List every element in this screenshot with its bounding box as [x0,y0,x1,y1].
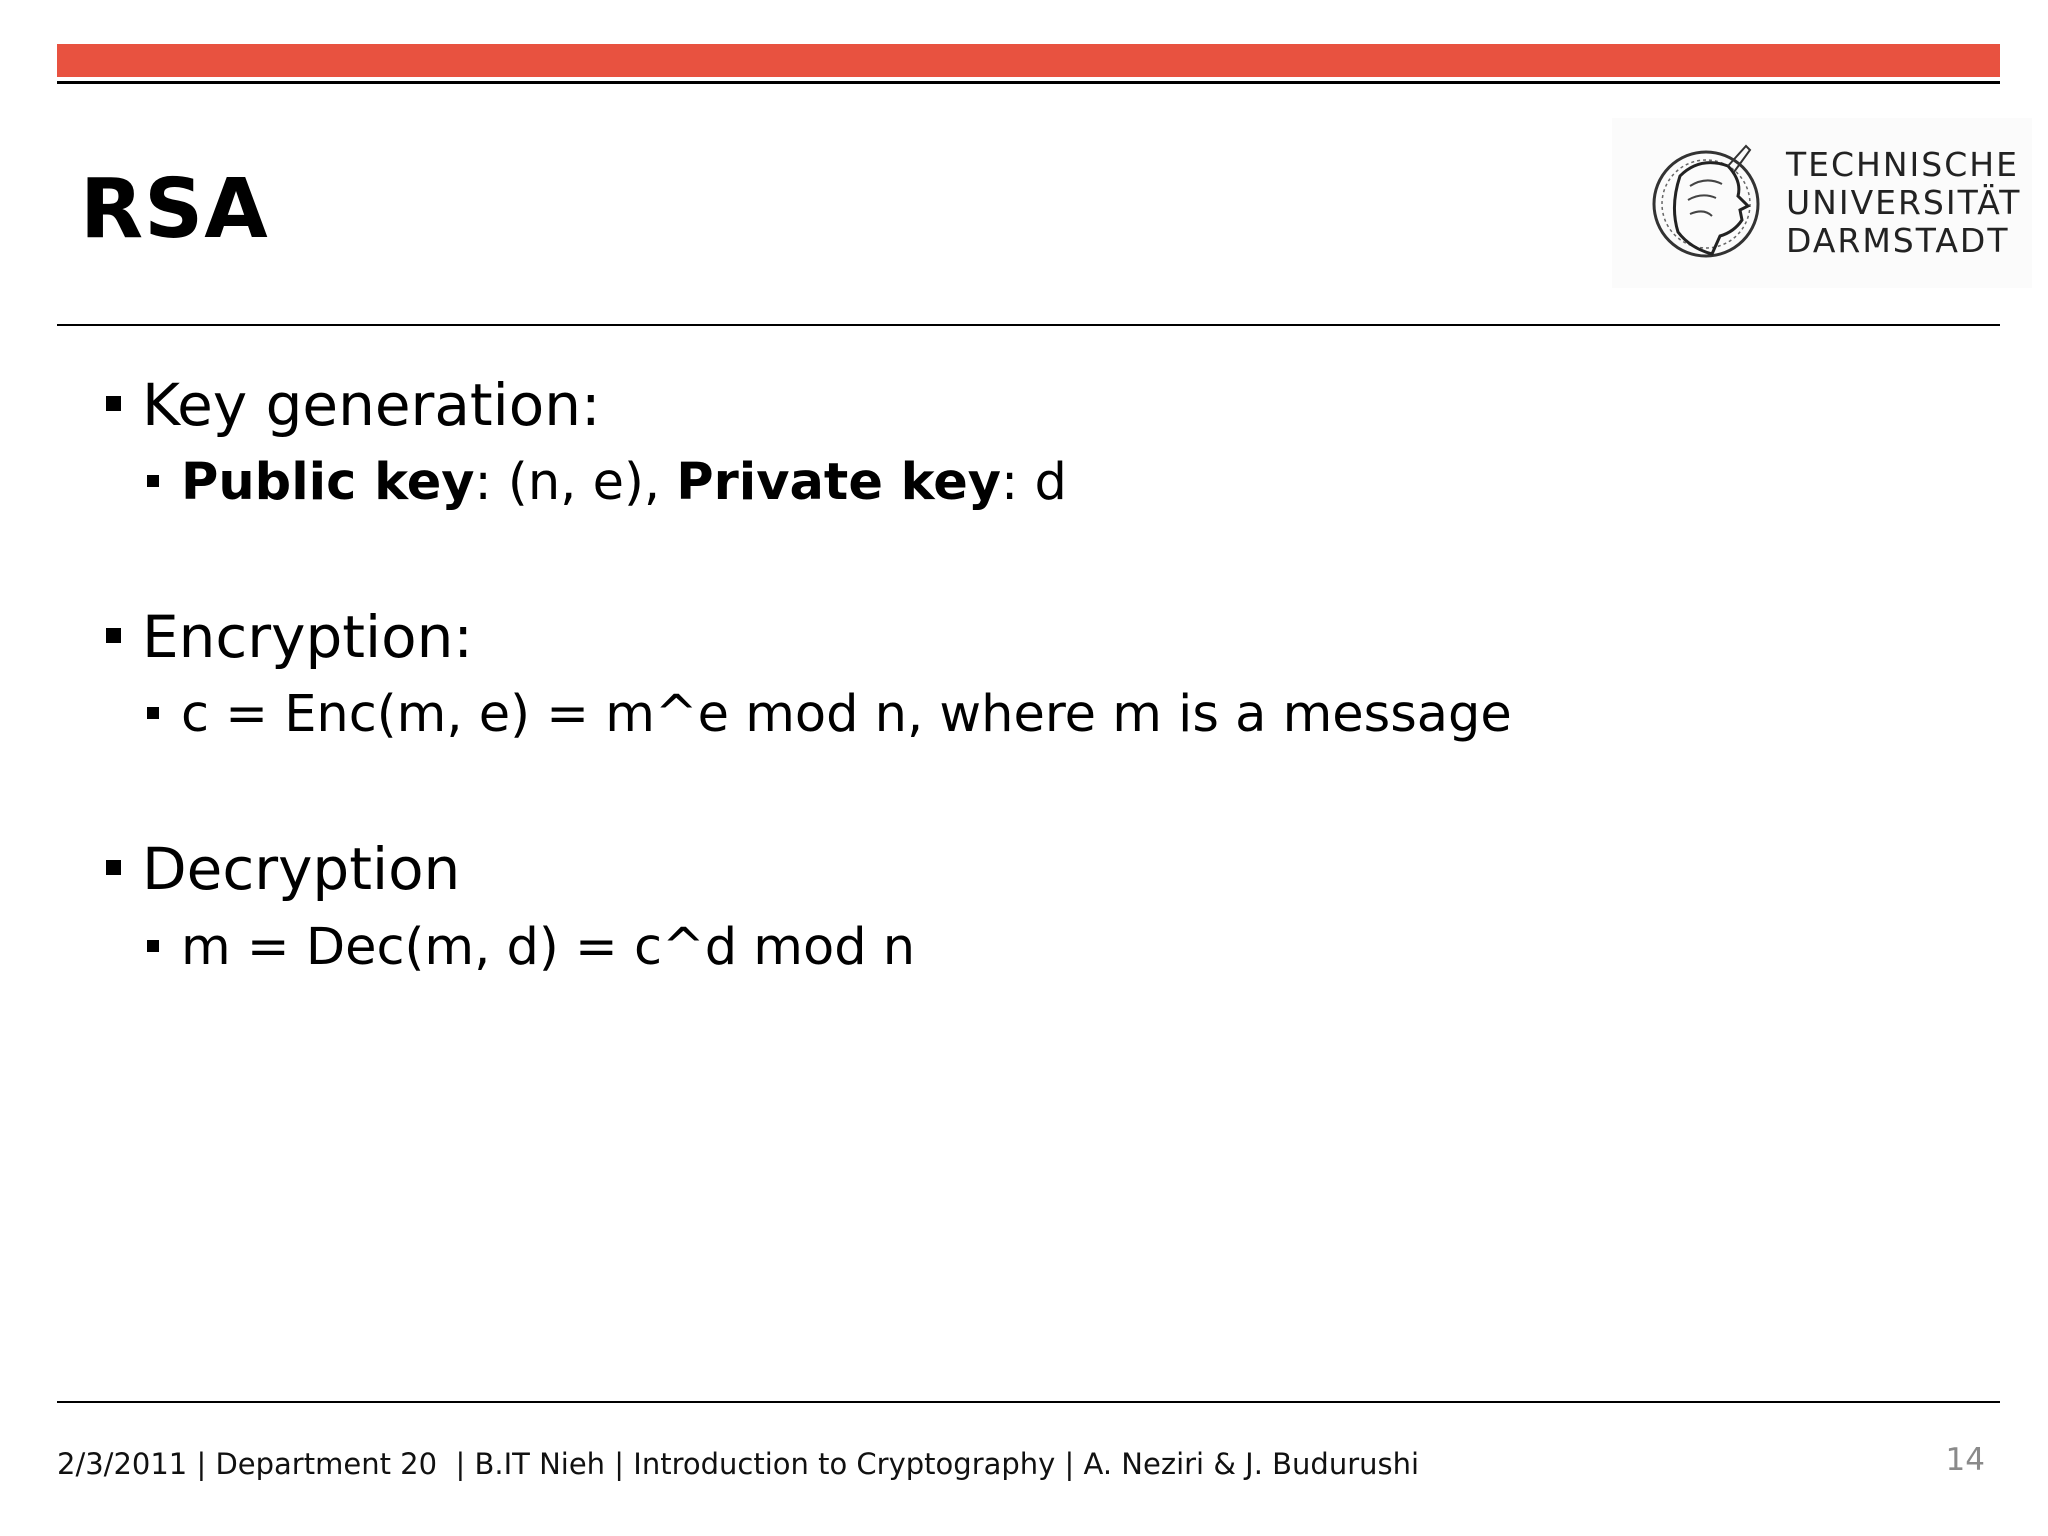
top-divider [57,81,2000,84]
private-key-value: : d [1001,453,1067,512]
bullet-encryption: Encryption: [142,603,473,671]
sub-bullet-marker [147,940,159,952]
bullet-marker [106,628,121,643]
sub-bullet-marker [147,475,159,487]
logo-line-1: TECHNISCHE [1786,145,2019,184]
public-key-value: : (n, e), [474,453,677,512]
slide-title: RSA [80,162,269,257]
university-logo [1612,118,2032,288]
sub-bullet-decryption-formula: m = Dec(m, d) = c^d mod n [181,918,916,977]
title-divider [57,324,2000,326]
bullet-marker [106,860,121,875]
logo-line-3: DARMSTADT [1786,221,2010,260]
private-key-label: Private key [676,453,1002,512]
sub-bullet-keys [181,452,1067,514]
bullet-marker [106,396,121,411]
sub-bullet-marker [147,707,159,719]
accent-bar [57,44,2000,77]
bullet-key-generation: Key generation: [142,371,601,439]
page-number: 14 [1945,1442,1985,1478]
footer-divider [57,1401,2000,1403]
bullet-decryption: Decryption [142,835,461,903]
public-key-label: Public key [181,453,475,512]
logo-line-2: UNIVERSITÄT [1786,183,2022,222]
sub-bullet-encryption-formula: c = Enc(m, e) = m^e mod n, where m is a message [181,685,1512,744]
footer-text: 2/3/2011 | Department 20 | B.IT Nieh | Introduction to Cryptography | A. Neziri & J. Budurushi [57,1447,1420,1481]
athena-head-seal-icon [1650,136,1768,272]
